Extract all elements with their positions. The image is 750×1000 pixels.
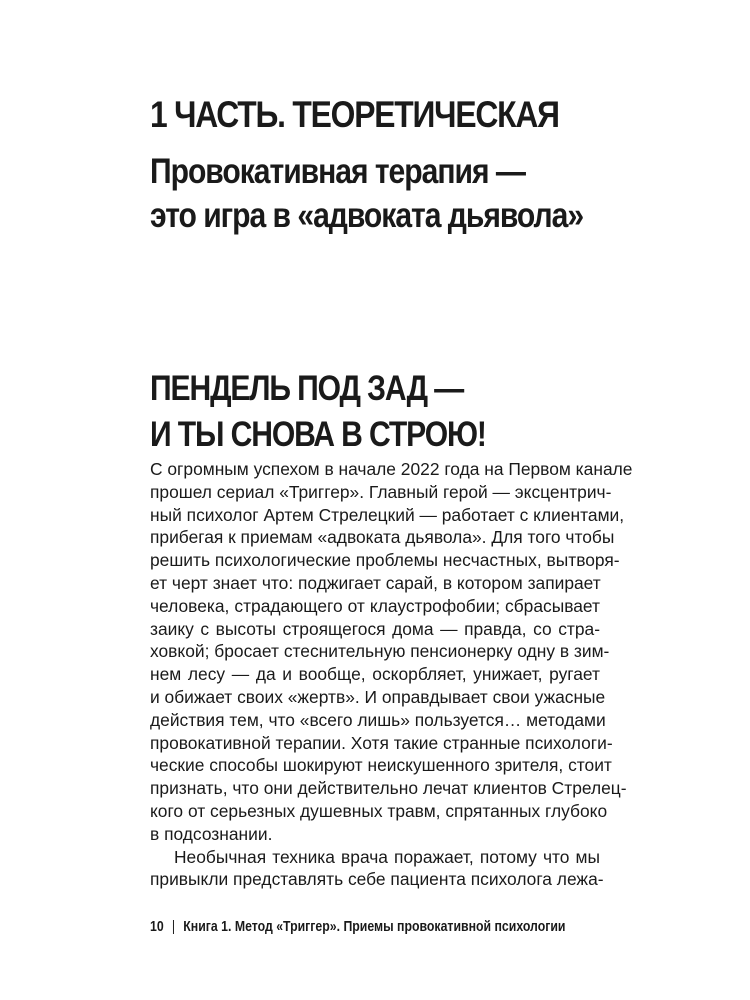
footer-separator: | (171, 918, 176, 935)
paragraph-2 (150, 846, 604, 892)
text-line: С огромным успехом в начале 2022 года на Первом канале (150, 459, 633, 479)
text-line: человека, страдающего от клаустрофобии; сбрасывает (150, 595, 600, 616)
running-title: Книга 1. Метод «Триггер». Приемы провокативной психологии (183, 918, 566, 935)
chapter-title-line: Провокативная терапия — (150, 152, 525, 191)
page-number: 10 (150, 918, 164, 935)
text-line: ет черт знает что: поджигает сарай, в котором запирает (150, 572, 601, 593)
text-line: ческие способы шокируют неискушенного зрителя, стоит (150, 755, 612, 776)
section-title-line: И ТЫ СНОВА В СТРОЮ! (150, 415, 486, 454)
text-line: кого от серьезных душевных травм, спрятанных глубоко (150, 800, 608, 821)
text-line: признать, что они действительно лечат клиентов Стрелец- (150, 778, 627, 799)
text-line: Необычная техника врача поражает, потому что мы (174, 846, 600, 867)
text-line: нем лесу — да и вообще, оскорбляет, унижает, ругает (150, 664, 600, 685)
section-title-line: ПЕНДЕЛЬ ПОД ЗАД — (150, 369, 464, 408)
paragraph-1 (150, 458, 633, 846)
page-footer (150, 917, 565, 937)
text-line: заику с высоты строящегося дома — правда, со стра- (150, 618, 600, 639)
text-line: и обижает своих «жертв». И оправдывает свои ужасные (150, 686, 606, 707)
section-title (150, 366, 486, 458)
text-line: решить психологические проблемы несчастных, вытворя- (150, 550, 620, 571)
text-line: в подсознании. (150, 823, 273, 844)
text-line: провокативной терапии. Хотя такие странные психологи- (150, 732, 613, 753)
text-line: прошел сериал «Триггер». Главный герой — эксцентрич- (150, 481, 612, 502)
chapter-title (150, 150, 583, 238)
text-line: ный психолог Артем Стрелецкий — работает с клиентами, (150, 504, 625, 525)
part-title: 1 ЧАСТЬ. ТЕОРЕТИЧЕСКАЯ (150, 94, 559, 135)
text-line: привыкли представлять себе пациента психолога лежа- (150, 869, 604, 890)
text-line: действия тем, что «всего лишь» пользуется… методами (150, 709, 606, 730)
chapter-title-line: это игра в «адвоката дьявола» (150, 196, 584, 235)
body-text (150, 458, 633, 891)
text-line: прибегая к приемам «адвоката дьявола». Для того чтобы (150, 527, 615, 548)
text-line: ховкой; бросает стеснительную пенсионерку одну в зим- (150, 641, 610, 662)
